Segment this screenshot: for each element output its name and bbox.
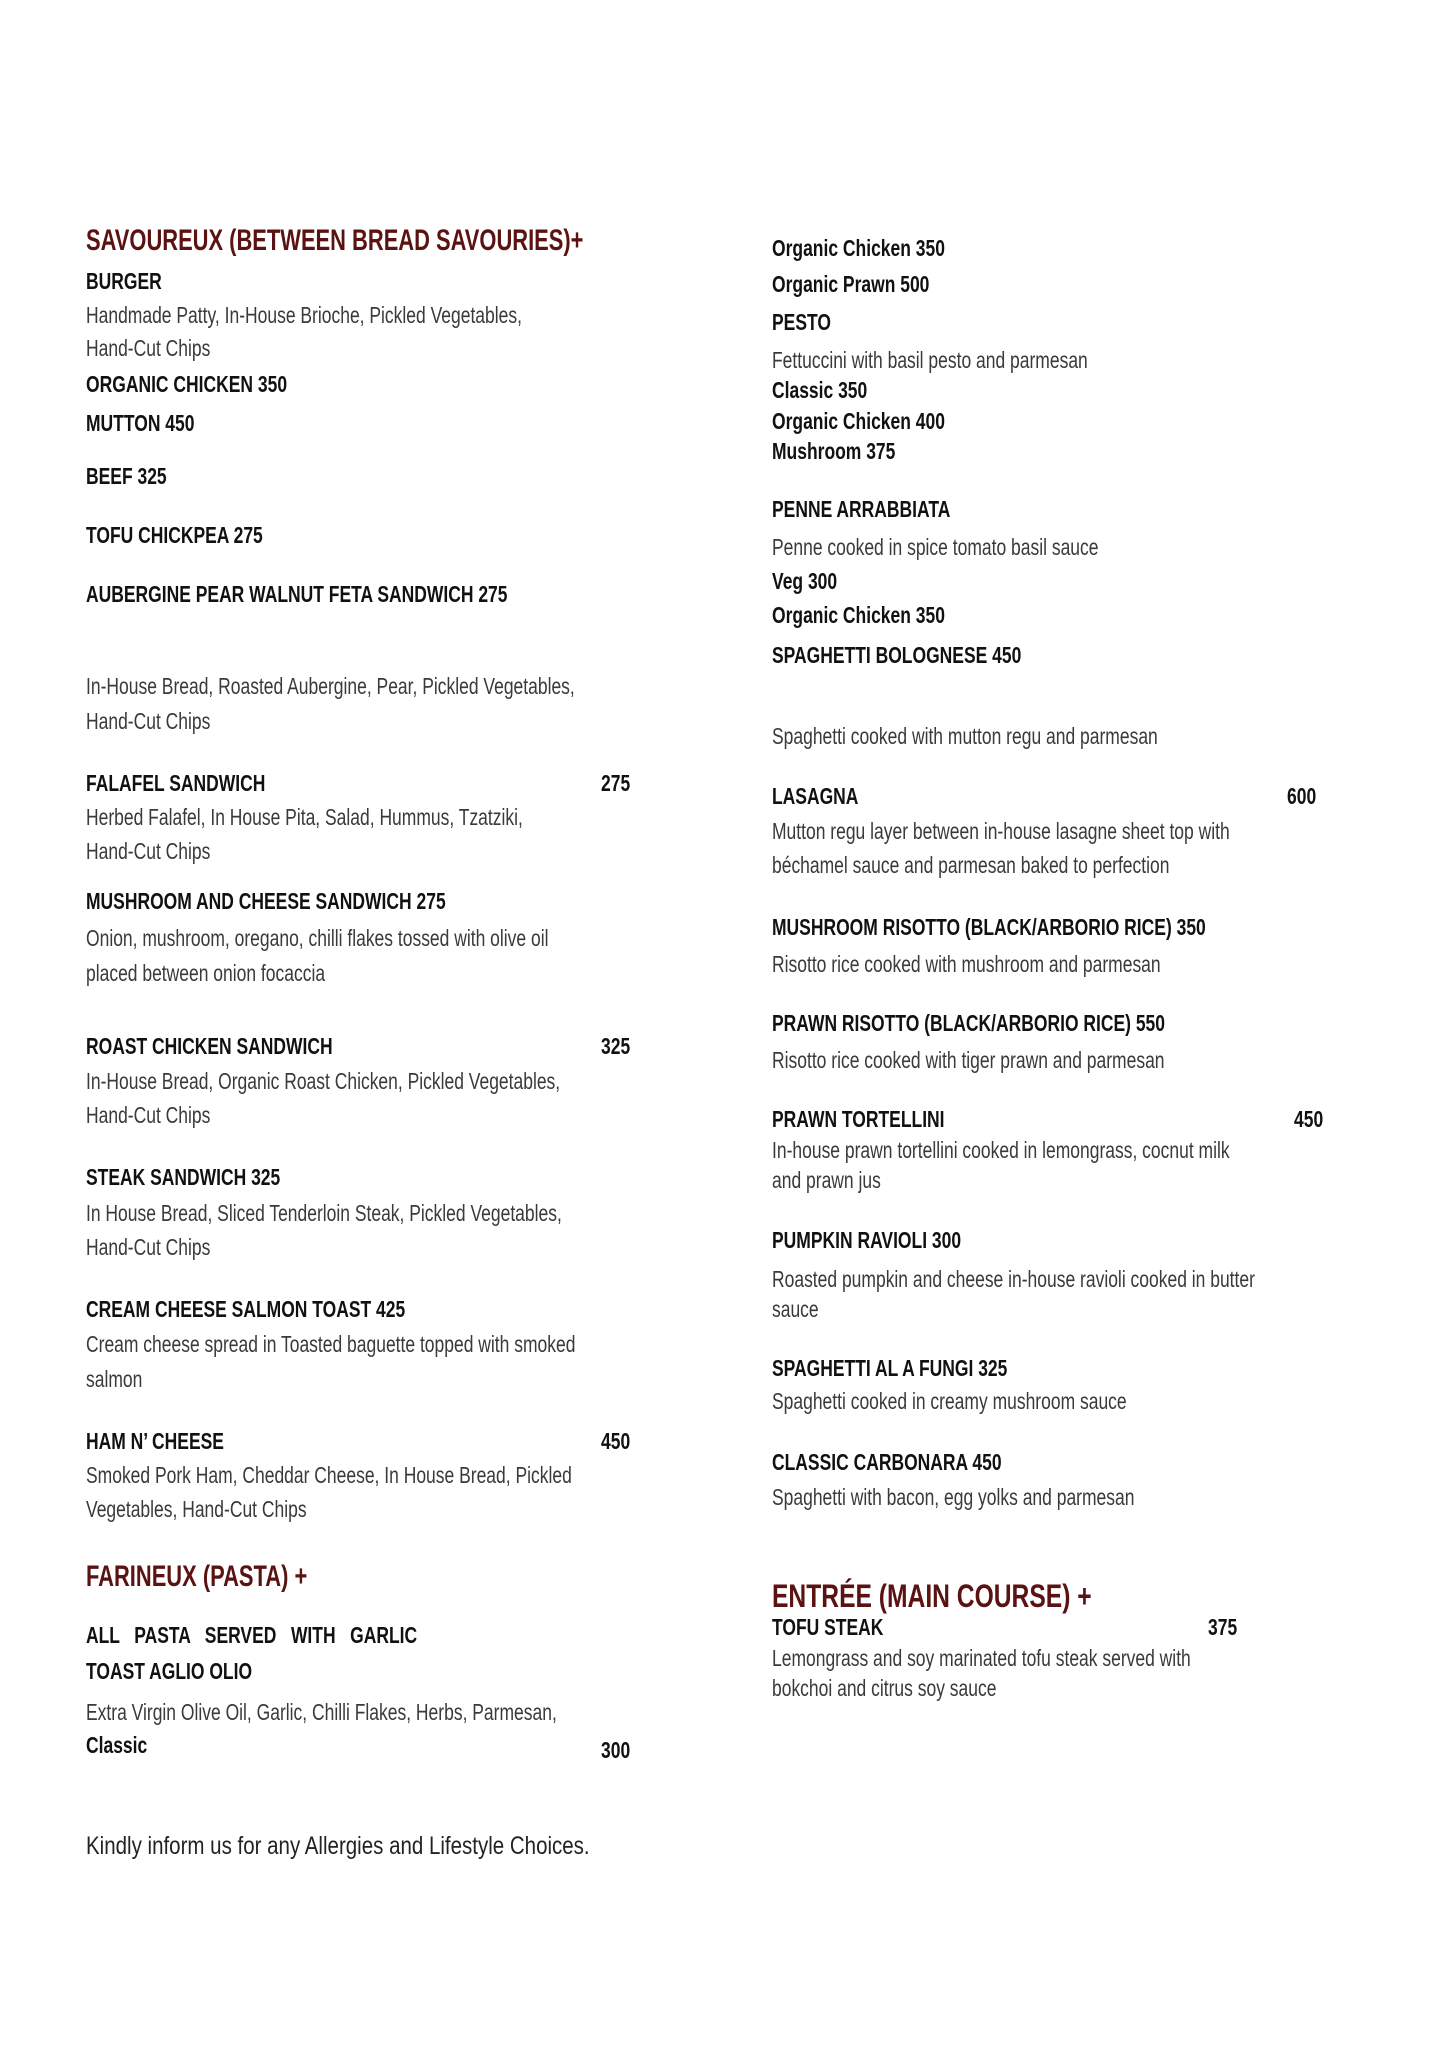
item-description: In House Bread, Sliced Tenderloin Steak, Pickled Vegetables, bbox=[86, 1199, 562, 1226]
item-description: Cream cheese spread in Toasted baguette topped with smoked bbox=[86, 1331, 576, 1358]
item-description: sauce bbox=[772, 1295, 819, 1322]
item-description: Mutton regu layer between in-house lasagne sheet top with bbox=[772, 818, 1230, 845]
section-heading: ENTRÉE (MAIN COURSE) + bbox=[772, 1578, 1092, 1615]
item-description: Roasted pumpkin and cheese in-house ravioli cooked in butter bbox=[772, 1265, 1255, 1292]
item-name: CREAM CHEESE SALMON TOAST 425 bbox=[86, 1295, 406, 1322]
item-variant: Classic 350 bbox=[772, 377, 868, 404]
item-description: Risotto rice cooked with tiger prawn and parmesan bbox=[772, 1047, 1165, 1074]
item-description: Hand-Cut Chips bbox=[86, 1102, 211, 1129]
item-description: Extra Virgin Olive Oil, Garlic, Chilli Flakes, Herbs, Parmesan, bbox=[86, 1698, 557, 1725]
item-name: STEAK SANDWICH 325 bbox=[86, 1164, 281, 1191]
item-description: Fettuccini with basil pesto and parmesan bbox=[772, 347, 1088, 374]
item-description: Smoked Pork Ham, Cheddar Cheese, In House Bread, Pickled bbox=[86, 1461, 572, 1488]
item-description: placed between onion focaccia bbox=[86, 960, 326, 987]
item-price: 450 bbox=[601, 1427, 631, 1454]
item-description: Risotto rice cooked with mushroom and parmesan bbox=[772, 951, 1161, 978]
item-name: AUBERGINE PEAR WALNUT FETA SANDWICH 275 bbox=[86, 581, 508, 608]
item-price: 600 bbox=[1287, 782, 1317, 809]
item-name: MUSHROOM RISOTTO (BLACK/ARBORIO RICE) 350 bbox=[772, 914, 1206, 941]
item-variant: TOFU CHICKPEA 275 bbox=[86, 522, 263, 549]
item-description: In-house prawn tortellini cooked in lemongrass, cocnut milk bbox=[772, 1136, 1230, 1163]
item-name: HAM N’ CHEESE bbox=[86, 1427, 224, 1454]
item-name: PUMPKIN RAVIOLI 300 bbox=[772, 1227, 962, 1254]
section-heading: FARINEUX (PASTA) + bbox=[86, 1559, 308, 1593]
item-description: béchamel sauce and parmesan baked to perfection bbox=[772, 852, 1170, 879]
item-price: 375 bbox=[1208, 1614, 1238, 1641]
item-name: CLASSIC CARBONARA 450 bbox=[772, 1448, 1002, 1475]
item-variant: BEEF 325 bbox=[86, 462, 167, 489]
item-name: SPAGHETTI BOLOGNESE 450 bbox=[772, 641, 1022, 668]
item-description: Vegetables, Hand-Cut Chips bbox=[86, 1495, 307, 1522]
item-name: MUSHROOM AND CHEESE SANDWICH 275 bbox=[86, 887, 446, 914]
item-description: salmon bbox=[86, 1365, 143, 1392]
item-description: Hand-Cut Chips bbox=[86, 837, 211, 864]
item-variant: Organic Chicken 400 bbox=[772, 407, 945, 434]
item-price: 300 bbox=[601, 1736, 631, 1763]
section-heading: SAVOUREUX (BETWEEN BREAD SAVOURIES)+ bbox=[86, 223, 584, 257]
item-name: BURGER bbox=[86, 268, 162, 295]
item-description: Herbed Falafel, In House Pita, Salad, Hummus, Tzatziki, bbox=[86, 803, 523, 830]
item-variant: ORGANIC CHICKEN 350 bbox=[86, 370, 288, 397]
item-description: Lemongrass and soy marinated tofu steak served with bbox=[772, 1644, 1191, 1671]
item-name: TOFU STEAK bbox=[772, 1614, 884, 1641]
item-description: Onion, mushroom, oregano, chilli flakes tossed with olive oil bbox=[86, 924, 549, 951]
item-description: Spaghetti cooked in creamy mushroom sauce bbox=[772, 1388, 1127, 1415]
pasta-note: TOAST AGLIO OLIO bbox=[86, 1657, 253, 1684]
item-description: bokchoi and citrus soy sauce bbox=[772, 1674, 997, 1701]
item-name: FALAFEL SANDWICH bbox=[86, 769, 266, 796]
item-description: and prawn jus bbox=[772, 1166, 881, 1193]
item-description: In-House Bread, Organic Roast Chicken, Pickled Vegetables, bbox=[86, 1068, 561, 1095]
pasta-note: ALL PASTA SERVED WITH GARLIC bbox=[86, 1622, 418, 1649]
item-description: Spaghetti with bacon, egg yolks and parmesan bbox=[772, 1484, 1135, 1511]
item-description: In-House Bread, Roasted Aubergine, Pear, Pickled Vegetables, bbox=[86, 673, 575, 700]
item-variant: Mushroom 375 bbox=[772, 437, 896, 464]
item-name: PRAWN TORTELLINI bbox=[772, 1106, 945, 1133]
item-price: 325 bbox=[601, 1032, 631, 1059]
item-name: SPAGHETTI AL A FUNGI 325 bbox=[772, 1355, 1008, 1382]
allergy-note: Kindly inform us for any Allergies and Lifestyle Choices. bbox=[86, 1831, 590, 1860]
item-variant: Organic Prawn 500 bbox=[772, 270, 930, 297]
item-variant: Classic bbox=[86, 1731, 148, 1758]
item-name: PENNE ARRABBIATA bbox=[772, 495, 951, 522]
item-name: PRAWN RISOTTO (BLACK/ARBORIO RICE) 550 bbox=[772, 1010, 1166, 1037]
item-description: Hand-Cut Chips bbox=[86, 1234, 211, 1261]
item-price: 275 bbox=[601, 769, 631, 796]
item-description: Penne cooked in spice tomato basil sauce bbox=[772, 533, 1099, 560]
item-variant: Veg 300 bbox=[772, 568, 838, 595]
item-name: LASAGNA bbox=[772, 782, 859, 809]
item-name: PESTO bbox=[772, 308, 831, 335]
item-variant: Organic Chicken 350 bbox=[772, 602, 945, 629]
item-variant: Organic Chicken 350 bbox=[772, 235, 945, 262]
item-description: Hand-Cut Chips bbox=[86, 707, 211, 734]
item-variant: MUTTON 450 bbox=[86, 410, 195, 437]
item-description: Spaghetti cooked with mutton regu and parmesan bbox=[772, 723, 1158, 750]
item-description: Handmade Patty, In-House Brioche, Pickled Vegetables, bbox=[86, 302, 522, 329]
item-name: ROAST CHICKEN SANDWICH bbox=[86, 1032, 333, 1059]
item-price: 450 bbox=[1294, 1106, 1324, 1133]
item-description: Hand-Cut Chips bbox=[86, 335, 211, 362]
